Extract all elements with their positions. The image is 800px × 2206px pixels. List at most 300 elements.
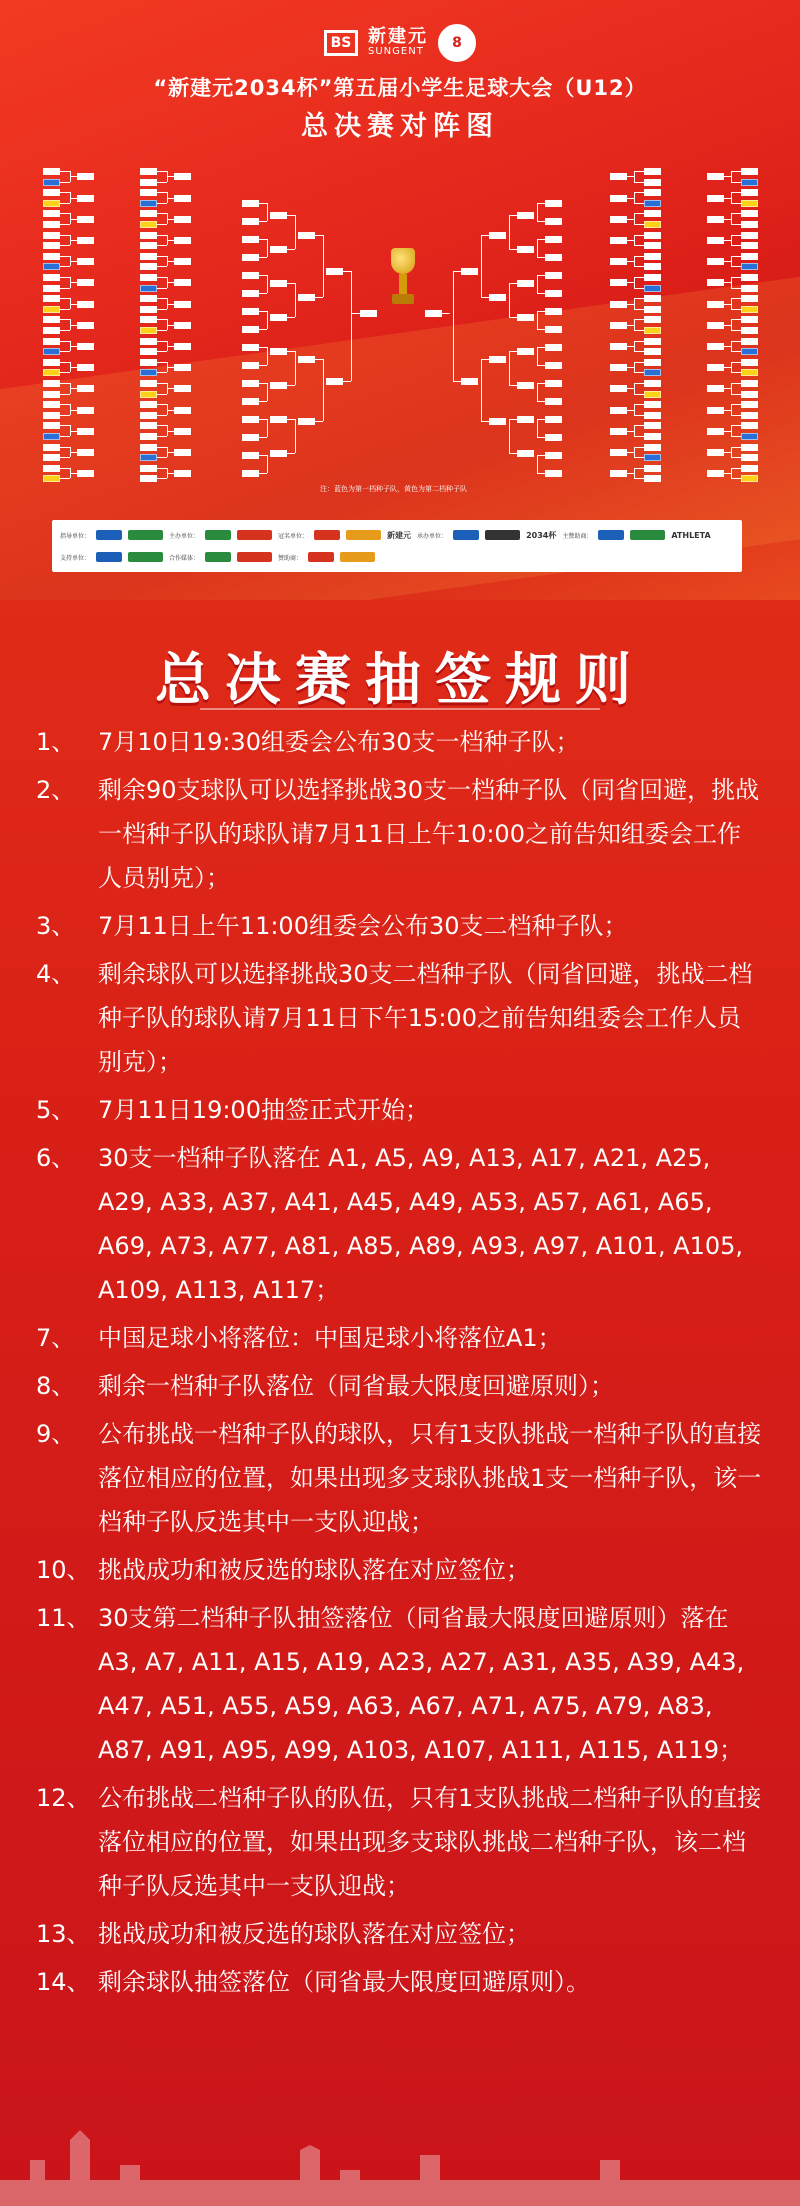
bracket-slot (741, 433, 758, 440)
rule-item (36, 1316, 764, 1360)
bracket-line (157, 404, 167, 405)
brand-mark-logo: BS (324, 30, 358, 56)
bracket-line (70, 473, 77, 474)
rule-text: 7月11日19:00抽签正式开始； (98, 1096, 429, 1124)
bracket-line (70, 198, 77, 199)
bracket-slot (140, 200, 157, 207)
bracket-slot (517, 280, 534, 287)
bracket-line (442, 313, 450, 314)
bracket-line (267, 419, 268, 437)
bracket-line (634, 182, 644, 183)
bracket-line (157, 394, 167, 395)
bracket-slot (644, 295, 661, 302)
bracket-slot (741, 253, 758, 260)
bracket-line (634, 351, 644, 352)
bracket-slot (741, 210, 758, 217)
bracket-slot (610, 195, 627, 202)
bracket-slot (140, 210, 157, 217)
bracket-line (259, 239, 267, 240)
sponsor-logo-icon (485, 530, 520, 540)
rule-text: 30支一档种子队落在 A1, A5, A9, A13, A17, A21, A25, A29, A33, A37, A41, A45, A49, A53, A57, A61, A65, A69, A73, A77, A81, A85, A89, A93, A97, A101, A105, A109, A113, A117； (98, 1144, 744, 1304)
bracket-slot (77, 301, 94, 308)
rule-number: 1、 (36, 728, 76, 756)
rule-text: 剩余球队可以选择挑战30支二档种子队（同省回避，挑战二档种子队的球队请7月11日下午15:00之前告知组委会工作人员别克）； (98, 960, 753, 1076)
bracket-slot (270, 314, 287, 321)
bracket-line (70, 410, 77, 411)
bracket-line (157, 171, 167, 172)
bracket-slot (707, 237, 724, 244)
bracket-slot (43, 263, 60, 270)
bracket-line (627, 452, 634, 453)
bracket-line (634, 341, 644, 342)
bracket-slot (77, 407, 94, 414)
bracket-slot (43, 412, 60, 419)
bracket-line (634, 478, 644, 479)
bracket-slot (741, 168, 758, 175)
bracket-slot (545, 434, 562, 441)
bracket-slot (242, 326, 259, 333)
bracket-line (60, 256, 70, 257)
bracket-line (731, 362, 732, 373)
bracket-slot (489, 356, 506, 363)
bracket-slot (174, 449, 191, 456)
rule-item (36, 1912, 764, 1956)
bracket-line (731, 383, 732, 394)
bracket-line (167, 388, 174, 389)
trophy-icon (388, 248, 418, 308)
bracket-slot (43, 401, 60, 408)
bracket-line (259, 401, 267, 402)
bracket-line (60, 182, 70, 183)
bracket-slot (140, 221, 157, 228)
rule-number: 10、 (36, 1556, 91, 1584)
bracket-line (731, 192, 741, 193)
bracket-slot (242, 344, 259, 351)
bracket-line (634, 213, 635, 224)
bracket-line (287, 249, 295, 250)
bracket-line (352, 313, 360, 314)
bracket-line (731, 235, 741, 236)
bracket-line (537, 329, 545, 330)
bracket-line (60, 235, 70, 236)
rule-number: 13、 (36, 1920, 91, 1948)
bracket-poster (0, 0, 800, 600)
bracket-slot (140, 348, 157, 355)
bracket-slot (644, 210, 661, 217)
bracket-line (634, 457, 644, 458)
bracket-line (70, 367, 77, 368)
bracket-slot (741, 412, 758, 419)
rule-item (36, 720, 764, 764)
bracket-line (627, 304, 634, 305)
bracket-slot (517, 450, 534, 457)
bracket-line (267, 239, 268, 257)
bracket-line (537, 401, 545, 402)
bracket-line (453, 271, 454, 381)
bracket-line (731, 192, 732, 203)
bracket-slot (77, 343, 94, 350)
bracket-line (634, 309, 644, 310)
bracket-line (453, 381, 461, 382)
bracket-slot (545, 470, 562, 477)
sponsor-label: 合作媒体： (169, 554, 200, 562)
bracket-slot (77, 258, 94, 265)
bracket-slot (298, 418, 315, 425)
brand-text (368, 28, 428, 57)
bracket-line (634, 319, 635, 330)
bracket-line (167, 261, 174, 262)
bracket-line (60, 330, 70, 331)
bracket-line (315, 297, 323, 298)
bracket-slot (545, 290, 562, 297)
bracket-line (509, 419, 510, 453)
bracket-line (634, 192, 644, 193)
sponsor-row-1 (60, 526, 734, 544)
bracket-slot (43, 232, 60, 239)
bracket-slot (77, 237, 94, 244)
bracket-slot (43, 179, 60, 186)
bracket-line (60, 383, 70, 384)
bracket-line (323, 359, 324, 421)
bracket-line (157, 277, 167, 278)
bracket-line (259, 437, 267, 438)
bracket-slot (707, 301, 724, 308)
bracket-slot (174, 407, 191, 414)
bracket-slot (140, 179, 157, 186)
rule-item (36, 952, 764, 1084)
bracket-slot (270, 416, 287, 423)
bracket-line (315, 359, 323, 360)
bracket-slot (707, 279, 724, 286)
rule-text: 挑战成功和被反选的球队落在对应签位； (98, 1556, 530, 1584)
bracket-line (351, 271, 352, 381)
bracket-slot (174, 301, 191, 308)
bracket-line (157, 383, 167, 384)
bracket-line (731, 182, 741, 183)
bracket-line (731, 256, 732, 267)
bracket-line (634, 213, 644, 214)
bracket-line (509, 215, 510, 249)
bracket-line (295, 419, 296, 453)
bracket-line (731, 394, 741, 395)
bracket-slot (644, 369, 661, 376)
bracket-slot (43, 359, 60, 366)
sponsor-label: ATHLETA (671, 530, 711, 540)
bracket-slot (43, 348, 60, 355)
bracket-line (259, 221, 267, 222)
bracket-slot (741, 189, 758, 196)
bracket-slot (610, 470, 627, 477)
sponsor-label: 承办单位： (417, 532, 448, 540)
bracket-line (634, 383, 644, 384)
bracket-slot (77, 216, 94, 223)
sponsor-logo-icon (598, 530, 624, 540)
bracket-line (323, 235, 324, 297)
sponsor-logo-icon (308, 552, 334, 562)
bracket-line (70, 219, 77, 220)
bracket-line (537, 311, 538, 329)
bracket-line (634, 224, 644, 225)
bracket-slot (43, 210, 60, 217)
bracket-line (70, 261, 77, 262)
bracket-slot (242, 272, 259, 279)
bracket-line (157, 224, 167, 225)
bracket-slot (43, 316, 60, 323)
bracket-line (267, 455, 268, 473)
bracket-line (481, 359, 482, 421)
bracket-slot (545, 344, 562, 351)
bracket-slot (77, 385, 94, 392)
sponsor-logo-icon (96, 530, 122, 540)
rule-number: 4、 (36, 960, 76, 988)
bracket-line (634, 256, 635, 267)
bracket-line (724, 452, 731, 453)
bracket-slot (77, 195, 94, 202)
bracket-slot (43, 327, 60, 334)
sponsor-label: 指导单位： (60, 532, 91, 540)
bracket-line (634, 394, 644, 395)
bracket-line (70, 176, 77, 177)
bracket-line (295, 215, 296, 249)
bracket-line (157, 425, 167, 426)
bracket-line (509, 215, 517, 216)
sponsor-label: 赞助商： (278, 554, 303, 562)
bracket-line (731, 372, 741, 373)
bracket-line (724, 304, 731, 305)
bracket-line (481, 235, 482, 297)
bracket-line (167, 431, 174, 432)
bracket-line (287, 453, 295, 454)
bracket-line (167, 240, 174, 241)
bracket-slot (174, 279, 191, 286)
bracket-line (634, 415, 644, 416)
bracket-line (60, 468, 70, 469)
bracket-line (731, 425, 741, 426)
bracket-line (634, 171, 635, 182)
bracket-slot (644, 285, 661, 292)
bracket-slot (707, 216, 724, 223)
bracket-slot (741, 465, 758, 472)
bracket-line (627, 367, 634, 368)
bracket-line (259, 455, 267, 456)
bracket-line (509, 351, 510, 385)
bracket-slot (610, 279, 627, 286)
bracket-slot (326, 378, 343, 385)
bracket-slot (242, 218, 259, 225)
bracket-line (509, 351, 517, 352)
bracket-slot (644, 306, 661, 313)
bracket-line (509, 283, 510, 317)
bracket-line (634, 425, 635, 436)
rule-item (36, 1960, 764, 2004)
bracket-line (60, 425, 70, 426)
bracket-line (724, 198, 731, 199)
bracket-slot (174, 237, 191, 244)
bracket-line (167, 282, 174, 283)
bracket-line (167, 410, 174, 411)
bracket-line (537, 293, 545, 294)
bracket-slot (707, 343, 724, 350)
bracket-line (167, 452, 174, 453)
bracket-line (634, 383, 635, 394)
bracket-slot (741, 348, 758, 355)
bracket-line (537, 419, 538, 437)
bracket-line (731, 415, 741, 416)
rule-text: 剩余90支球队可以选择挑战30支一档种子队（同省回避，挑战一档种子队的球队请7月11日上午10:00之前告知组委会工作人员别克）； (98, 776, 760, 892)
bracket-slot (43, 242, 60, 249)
bracket-line (731, 298, 741, 299)
bracket-line (70, 452, 77, 453)
bracket-line (537, 257, 545, 258)
bracket-line (731, 213, 732, 224)
bracket-slot (545, 308, 562, 315)
bracket-line (315, 235, 323, 236)
bracket-line (724, 431, 731, 432)
bracket-slot (610, 301, 627, 308)
bracket-line (167, 346, 174, 347)
bracket-slot (174, 258, 191, 265)
bracket-slot (644, 242, 661, 249)
bracket-line (537, 275, 545, 276)
sponsor-logo-icon (96, 552, 122, 562)
bracket-slot (298, 356, 315, 363)
bracket-line (70, 282, 77, 283)
bracket-line (60, 288, 70, 289)
bracket-slot (644, 412, 661, 419)
bracket-line (60, 394, 70, 395)
bracket-slot (545, 380, 562, 387)
bracket-line (315, 421, 323, 422)
bracket-line (60, 341, 70, 342)
bracket-line (731, 383, 741, 384)
bracket-line (157, 436, 167, 437)
bracket-slot (140, 422, 157, 429)
bracket-line (60, 447, 70, 448)
bracket-line (509, 453, 517, 454)
bracket-slot (741, 221, 758, 228)
bracket-slot (741, 401, 758, 408)
bracket-slot (517, 416, 534, 423)
rule-text: 中国足球小将落位：中国足球小将落位A1； (98, 1324, 562, 1352)
bracket-line (60, 309, 70, 310)
bracket-slot (545, 452, 562, 459)
bracket-line (537, 419, 545, 420)
bracket-line (481, 359, 489, 360)
bracket-line (634, 362, 635, 373)
bracket-line (167, 325, 174, 326)
bracket-slot (545, 254, 562, 261)
bracket-slot (644, 475, 661, 482)
bracket-line (70, 325, 77, 326)
rule-number: 9、 (36, 1420, 76, 1448)
bracket-line (267, 383, 268, 401)
bracket-line (157, 192, 167, 193)
bracket-line (60, 415, 70, 416)
bracket-slot (741, 316, 758, 323)
rule-text: 30支第二档种子队抽签落位（同省最大限度回避原则）落在 A3, A7, A11, A15, A19, A23, A27, A31, A35, A39, A43, A47, A51, A55, A59, A63, A67, A71, A75, A79, A83, A87, A91, A95, A99, A103, A107, A111, A115, A119； (98, 1604, 745, 1764)
bracket-slot (43, 444, 60, 451)
bracket-line (157, 298, 167, 299)
bracket-slot (140, 285, 157, 292)
bracket-slot (140, 338, 157, 345)
bracket-line (634, 277, 635, 288)
rule-item (36, 904, 764, 948)
bracket-slot (43, 306, 60, 313)
bracket-slot (140, 412, 157, 419)
bracket-line (509, 283, 517, 284)
bracket-slot (242, 236, 259, 243)
bracket-line (724, 473, 731, 474)
bracket-slot (242, 380, 259, 387)
bracket-line (60, 372, 70, 373)
bracket-line (167, 304, 174, 305)
bracket-line (167, 367, 174, 368)
bracket-line (634, 330, 644, 331)
bracket-line (60, 351, 70, 352)
bracket-slot (644, 200, 661, 207)
bracket-slot (610, 173, 627, 180)
bracket-slot (140, 380, 157, 387)
bracket-slot (140, 454, 157, 461)
bracket-line (167, 473, 174, 474)
bracket-slot (140, 327, 157, 334)
bracket-line (537, 203, 538, 221)
final-slot (425, 310, 442, 317)
bracket-line (60, 319, 70, 320)
bracket-slot (242, 362, 259, 369)
bracket-line (731, 341, 732, 352)
rule-number: 6、 (36, 1144, 76, 1172)
bracket-slot (77, 470, 94, 477)
bracket-slot (610, 407, 627, 414)
bracket-slot (517, 382, 534, 389)
bracket-line (343, 271, 351, 272)
bracket-slot (140, 242, 157, 249)
bracket-slot (545, 236, 562, 243)
bracket-line (537, 455, 538, 473)
bracket-slot (174, 173, 191, 180)
bracket-slot (140, 401, 157, 408)
bracket-slot (741, 475, 758, 482)
bracket-slot (77, 428, 94, 435)
bracket-line (453, 271, 461, 272)
bracket-line (634, 447, 644, 448)
bracket-line (157, 351, 167, 352)
bracket-slot (545, 416, 562, 423)
bracket-slot (43, 168, 60, 175)
bracket-line (731, 404, 732, 415)
bracket-line (259, 293, 267, 294)
rule-item (36, 1088, 764, 1132)
bracket-line (731, 171, 732, 182)
bracket-slot (174, 322, 191, 329)
bracket-line (157, 266, 167, 267)
bracket-line (259, 473, 267, 474)
bracket-slot (644, 232, 661, 239)
bracket-slot (140, 433, 157, 440)
bracket-slot (610, 322, 627, 329)
bracket-slot (741, 359, 758, 366)
bracket-slot (242, 434, 259, 441)
bracket-line (731, 351, 741, 352)
sponsor-label: 2034杯 (526, 530, 557, 540)
bracket-slot (298, 232, 315, 239)
bracket-line (634, 447, 635, 458)
bracket-line (634, 425, 644, 426)
bracket-line (731, 319, 741, 320)
bracket-slot (644, 274, 661, 281)
bracket-line (634, 362, 644, 363)
